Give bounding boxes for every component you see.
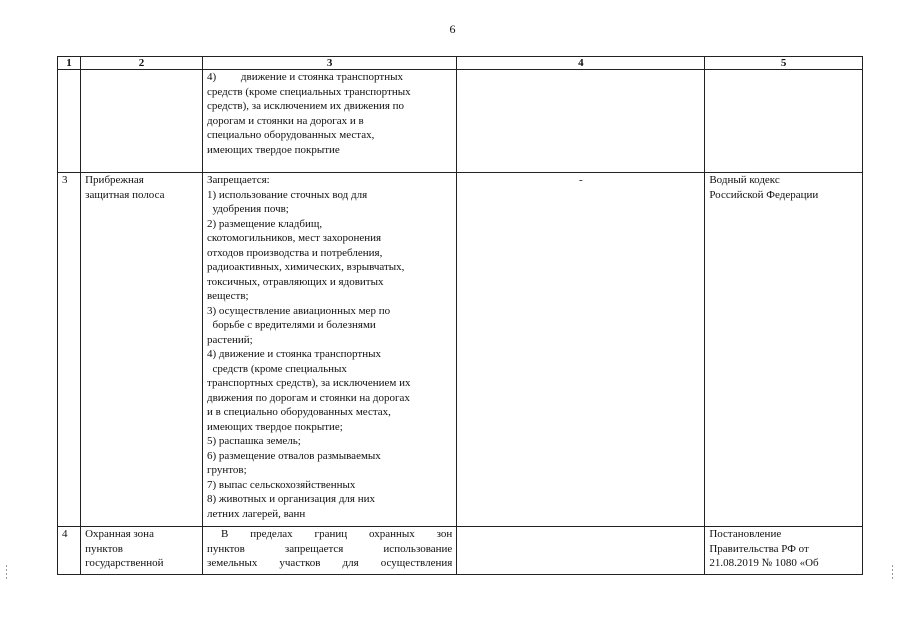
text-line: средств (кроме специальных	[207, 362, 347, 375]
table-row	[58, 70, 863, 173]
header-col-4: 4	[457, 57, 705, 70]
text-line: Постановление	[709, 528, 782, 540]
header-col-3: 3	[203, 57, 457, 70]
text-line: Правительства РФ от	[709, 542, 809, 555]
text-line: защитная полоса	[85, 188, 165, 201]
header-col-1: 1	[58, 57, 81, 70]
text-line: средств), за исключением их движения по	[207, 100, 405, 112]
text-line: имеющих твердое покрытие	[207, 143, 340, 156]
text-line: пунктов запрещается использование	[207, 542, 453, 555]
text-line: растений;	[207, 333, 253, 346]
text-line: пунктов	[85, 542, 123, 555]
text-line: средств (кроме специальных транспортных	[207, 85, 411, 98]
text-line: 7) выпас сельскохозяйственных	[207, 478, 356, 491]
cell-zone-name	[81, 173, 203, 527]
cell-num: 4	[58, 527, 81, 575]
cell-source	[705, 173, 863, 527]
text-line: земельных участков для осуществления	[207, 557, 453, 569]
text-line: 4) движение и стоянка транспортных	[207, 71, 403, 83]
text-line: грунтов;	[207, 464, 247, 476]
text-line: удобрения почв;	[207, 203, 289, 215]
text-line: веществ;	[207, 290, 249, 302]
cell-restrictions	[203, 70, 457, 173]
text-line: дорогам и стоянки на дорогах и в	[207, 114, 364, 127]
text-line: токсичных, отравляющих и ядовитых	[207, 275, 384, 288]
cell-zone-name	[81, 70, 203, 173]
text-line: Водный кодекс	[709, 174, 780, 186]
text-line: В пределах границ охранных зон	[221, 528, 453, 540]
text-line: радиоактивных, химических, взрывчатых,	[207, 261, 405, 273]
text-line: отходов производства и потребления,	[207, 246, 383, 259]
text-line: летних лагерей, ванн	[207, 507, 306, 520]
text-line: Российской Федерации	[709, 188, 819, 201]
cell-col4: -	[457, 173, 705, 527]
text-line: Запрещается:	[207, 174, 270, 186]
text-line: 6) размещение отвалов размываемых	[207, 449, 381, 462]
table-row	[58, 173, 863, 527]
cell-source	[705, 527, 863, 575]
scan-edge-mark-left	[6, 565, 7, 581]
text-line: 2) размещение кладбищ,	[207, 217, 323, 230]
text-line: движения по дорогам и стоянки на дорогах	[207, 391, 410, 404]
text-line: Прибрежная	[85, 174, 144, 186]
text-line: 4) движение и стоянка транспортных	[207, 348, 381, 360]
text-line: 8) животных и организация для них	[207, 493, 375, 505]
page-number: 6	[449, 22, 456, 36]
scan-edge-mark-right	[892, 565, 893, 581]
text-line: скотомогильников, мест захоронения	[207, 232, 382, 244]
header-col-5: 5	[705, 57, 863, 70]
text-line: Охранная зона	[85, 528, 154, 540]
cell-zone-name	[81, 527, 203, 575]
text-line: специально оборудованных местах,	[207, 129, 375, 141]
restrictions-table	[57, 56, 863, 575]
table-header-row	[58, 57, 863, 70]
text-line: 1) использование сточных вод для	[207, 188, 368, 201]
cell-num	[58, 70, 81, 173]
cell-source	[705, 70, 863, 173]
cell-num: 3	[58, 173, 81, 527]
text-line: государственной	[85, 557, 164, 569]
text-line: транспортных средств), за исключением их	[207, 377, 411, 389]
cell-restrictions	[203, 173, 457, 527]
table-row	[58, 527, 863, 575]
text-line: и в специально оборудованных местах,	[207, 406, 391, 418]
text-line: имеющих твердое покрытие;	[207, 420, 343, 433]
cell-restrictions	[203, 527, 457, 575]
text-line: 3) осуществление авиационных мер по	[207, 304, 391, 317]
text-line: борьбе с вредителями и болезнями	[207, 319, 376, 331]
text-line: 5) распашка земель;	[207, 435, 301, 447]
header-col-2: 2	[81, 57, 203, 70]
text-line: 21.08.2019 № 1080 «Об	[709, 557, 819, 569]
cell-col4	[457, 70, 705, 173]
cell-col4	[457, 527, 705, 575]
